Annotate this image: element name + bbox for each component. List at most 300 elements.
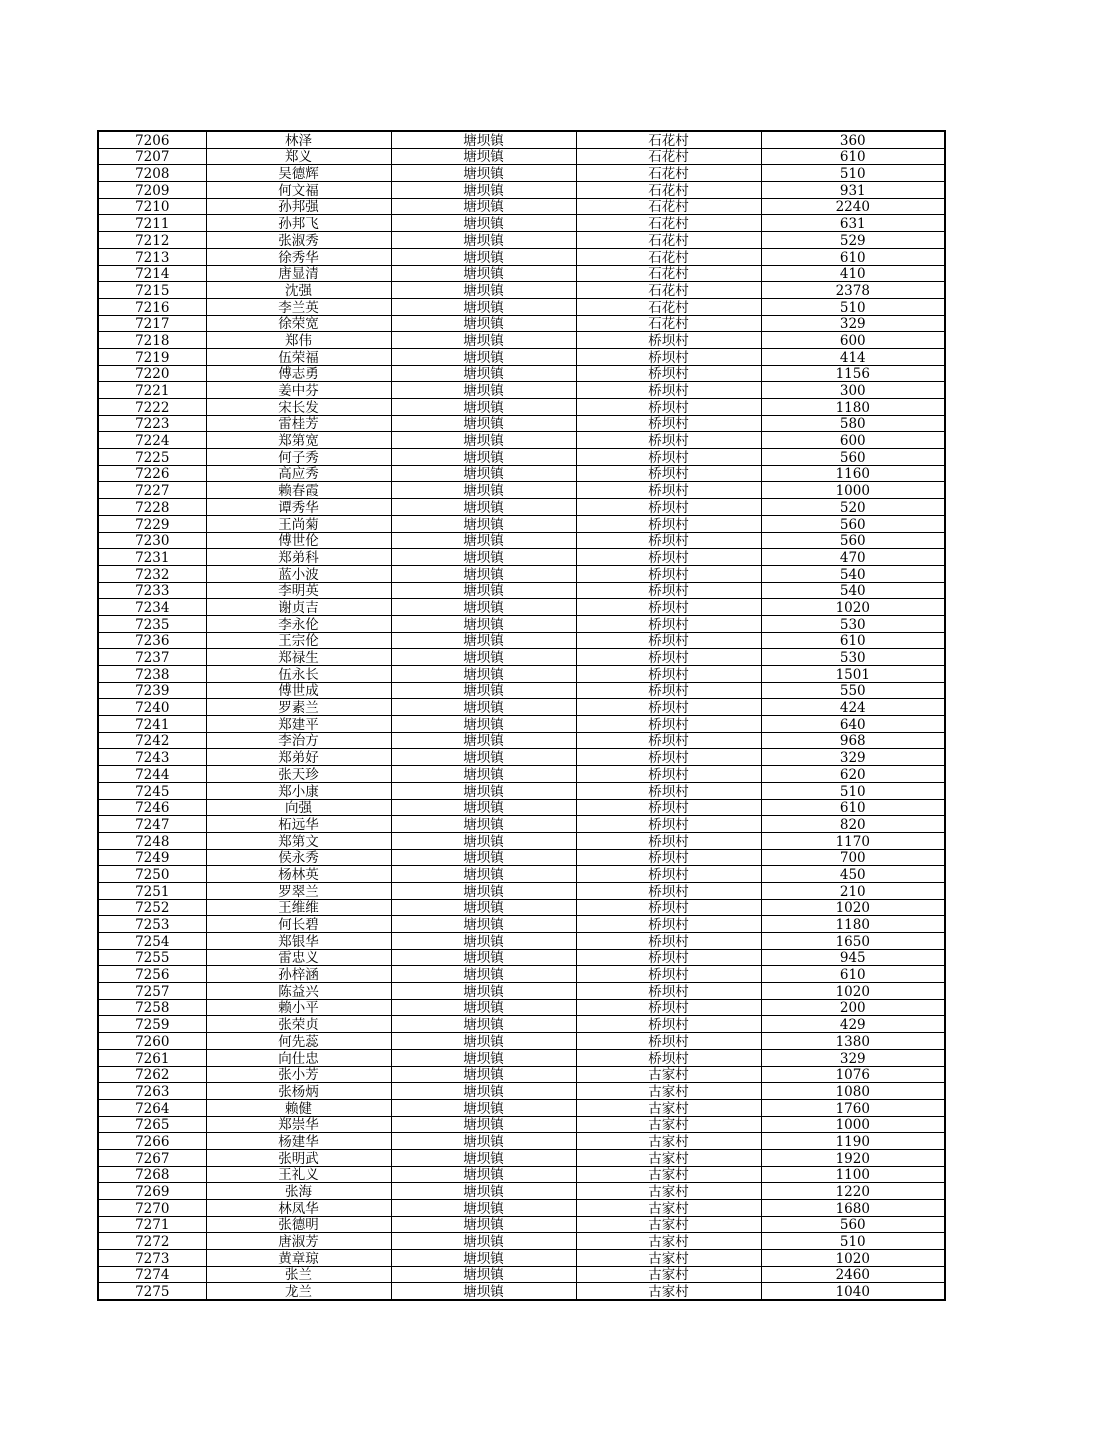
table-row: [98, 1250, 945, 1267]
village-cell: 古家村: [576, 1250, 761, 1267]
table-row: [98, 666, 945, 683]
table-row: [98, 632, 945, 649]
name-cell: 杨建华: [206, 1133, 391, 1150]
village-cell: 桥坝村: [576, 999, 761, 1016]
town-cell: 塘坝镇: [391, 1083, 576, 1100]
village-cell: 桥坝村: [576, 749, 761, 766]
town-cell: 塘坝镇: [391, 265, 576, 282]
village-cell: 桥坝村: [576, 832, 761, 849]
amount-cell: 329: [761, 315, 945, 332]
village-cell: 桥坝村: [576, 882, 761, 899]
row-number-cell: 7236: [98, 632, 206, 649]
row-number-cell: 7212: [98, 232, 206, 249]
amount-cell: 1020: [761, 1250, 945, 1267]
amount-cell: 510: [761, 298, 945, 315]
name-cell: 高应秀: [206, 465, 391, 482]
name-cell: 傅志勇: [206, 365, 391, 382]
row-number-cell: 7238: [98, 666, 206, 683]
village-cell: 桥坝村: [576, 515, 761, 532]
name-cell: 赖健: [206, 1099, 391, 1116]
table-row: [98, 916, 945, 933]
amount-cell: 560: [761, 1216, 945, 1233]
amount-cell: 1156: [761, 365, 945, 382]
row-number-cell: 7263: [98, 1083, 206, 1100]
row-number-cell: 7213: [98, 248, 206, 265]
town-cell: 塘坝镇: [391, 999, 576, 1016]
table-row: [98, 1133, 945, 1150]
row-number-cell: 7256: [98, 966, 206, 983]
amount-cell: 450: [761, 866, 945, 883]
village-cell: 石花村: [576, 298, 761, 315]
village-cell: 桥坝村: [576, 799, 761, 816]
roster-table: [97, 130, 946, 1301]
amount-cell: 1501: [761, 666, 945, 683]
village-cell: 桥坝村: [576, 565, 761, 582]
village-cell: 古家村: [576, 1283, 761, 1300]
village-cell: 桥坝村: [576, 933, 761, 950]
row-number-cell: 7207: [98, 148, 206, 165]
name-cell: 傅世伦: [206, 532, 391, 549]
amount-cell: 200: [761, 999, 945, 1016]
name-cell: 徐荣宽: [206, 315, 391, 332]
amount-cell: 631: [761, 215, 945, 232]
table-row: [98, 816, 945, 833]
row-number-cell: 7258: [98, 999, 206, 1016]
village-cell: 古家村: [576, 1183, 761, 1200]
table-row: [98, 449, 945, 466]
row-number-cell: 7241: [98, 716, 206, 733]
amount-cell: 1040: [761, 1283, 945, 1300]
name-cell: 谭秀华: [206, 499, 391, 516]
roster-sheet: [97, 130, 944, 1301]
amount-cell: 510: [761, 782, 945, 799]
row-number-cell: 7219: [98, 348, 206, 365]
town-cell: 塘坝镇: [391, 382, 576, 399]
amount-cell: 2378: [761, 282, 945, 299]
village-cell: 桥坝村: [576, 816, 761, 833]
table-row: [98, 766, 945, 783]
town-cell: 塘坝镇: [391, 615, 576, 632]
village-cell: 桥坝村: [576, 666, 761, 683]
name-cell: 雷桂芳: [206, 415, 391, 432]
village-cell: 桥坝村: [576, 949, 761, 966]
village-cell: 古家村: [576, 1233, 761, 1250]
amount-cell: 1000: [761, 482, 945, 499]
name-cell: 张兰: [206, 1266, 391, 1283]
amount-cell: 530: [761, 649, 945, 666]
row-number-cell: 7270: [98, 1200, 206, 1217]
town-cell: 塘坝镇: [391, 1149, 576, 1166]
town-cell: 塘坝镇: [391, 131, 576, 148]
table-row: [98, 165, 945, 182]
name-cell: 何长碧: [206, 916, 391, 933]
amount-cell: 529: [761, 232, 945, 249]
village-cell: 石花村: [576, 248, 761, 265]
amount-cell: 530: [761, 615, 945, 632]
village-cell: 桥坝村: [576, 699, 761, 716]
name-cell: 郑弟好: [206, 749, 391, 766]
amount-cell: 700: [761, 849, 945, 866]
amount-cell: 510: [761, 1233, 945, 1250]
town-cell: 塘坝镇: [391, 298, 576, 315]
village-cell: 桥坝村: [576, 1016, 761, 1033]
name-cell: 柘远华: [206, 816, 391, 833]
village-cell: 桥坝村: [576, 432, 761, 449]
village-cell: 桥坝村: [576, 899, 761, 916]
town-cell: 塘坝镇: [391, 248, 576, 265]
amount-cell: 300: [761, 382, 945, 399]
town-cell: 塘坝镇: [391, 933, 576, 950]
table-row: [98, 1166, 945, 1183]
table-row: [98, 282, 945, 299]
amount-cell: 414: [761, 348, 945, 365]
amount-cell: 1076: [761, 1066, 945, 1083]
row-number-cell: 7218: [98, 332, 206, 349]
table-row: [98, 332, 945, 349]
row-number-cell: 7214: [98, 265, 206, 282]
name-cell: 郑义: [206, 148, 391, 165]
name-cell: 王礼义: [206, 1166, 391, 1183]
name-cell: 郑第宽: [206, 432, 391, 449]
table-row: [98, 599, 945, 616]
row-number-cell: 7211: [98, 215, 206, 232]
town-cell: 塘坝镇: [391, 165, 576, 182]
row-number-cell: 7275: [98, 1283, 206, 1300]
name-cell: 王宗伦: [206, 632, 391, 649]
name-cell: 郑禄生: [206, 649, 391, 666]
name-cell: 何子秀: [206, 449, 391, 466]
table-row: [98, 1049, 945, 1066]
town-cell: 塘坝镇: [391, 1049, 576, 1066]
name-cell: 罗翠兰: [206, 882, 391, 899]
row-number-cell: 7264: [98, 1099, 206, 1116]
amount-cell: 560: [761, 532, 945, 549]
amount-cell: 610: [761, 632, 945, 649]
amount-cell: 968: [761, 732, 945, 749]
table-row: [98, 1016, 945, 1033]
amount-cell: 1920: [761, 1149, 945, 1166]
row-number-cell: 7228: [98, 499, 206, 516]
town-cell: 塘坝镇: [391, 482, 576, 499]
table-row: [98, 1266, 945, 1283]
row-number-cell: 7217: [98, 315, 206, 332]
village-cell: 桥坝村: [576, 782, 761, 799]
name-cell: 宋长发: [206, 399, 391, 416]
row-number-cell: 7222: [98, 399, 206, 416]
village-cell: 桥坝村: [576, 532, 761, 549]
row-number-cell: 7252: [98, 899, 206, 916]
table-row: [98, 482, 945, 499]
village-cell: 石花村: [576, 148, 761, 165]
village-cell: 桥坝村: [576, 983, 761, 1000]
table-row: [98, 232, 945, 249]
village-cell: 桥坝村: [576, 549, 761, 566]
row-number-cell: 7233: [98, 582, 206, 599]
amount-cell: 931: [761, 182, 945, 199]
name-cell: 郑建平: [206, 716, 391, 733]
table-row: [98, 1116, 945, 1133]
town-cell: 塘坝镇: [391, 565, 576, 582]
amount-cell: 580: [761, 415, 945, 432]
town-cell: 塘坝镇: [391, 182, 576, 199]
village-cell: 桥坝村: [576, 415, 761, 432]
row-number-cell: 7250: [98, 866, 206, 883]
town-cell: 塘坝镇: [391, 1099, 576, 1116]
amount-cell: 610: [761, 966, 945, 983]
row-number-cell: 7261: [98, 1049, 206, 1066]
row-number-cell: 7274: [98, 1266, 206, 1283]
table-row: [98, 549, 945, 566]
village-cell: 古家村: [576, 1099, 761, 1116]
amount-cell: 610: [761, 799, 945, 816]
name-cell: 侯永秀: [206, 849, 391, 866]
table-row: [98, 615, 945, 632]
table-row: [98, 432, 945, 449]
row-number-cell: 7206: [98, 131, 206, 148]
town-cell: 塘坝镇: [391, 632, 576, 649]
amount-cell: 1190: [761, 1133, 945, 1150]
village-cell: 桥坝村: [576, 582, 761, 599]
amount-cell: 520: [761, 499, 945, 516]
town-cell: 塘坝镇: [391, 148, 576, 165]
amount-cell: 429: [761, 1016, 945, 1033]
name-cell: 傅世成: [206, 682, 391, 699]
table-row: [98, 949, 945, 966]
row-number-cell: 7254: [98, 933, 206, 950]
row-number-cell: 7248: [98, 832, 206, 849]
name-cell: 孙梓涵: [206, 966, 391, 983]
village-cell: 桥坝村: [576, 615, 761, 632]
name-cell: 谢贞吉: [206, 599, 391, 616]
table-row: [98, 298, 945, 315]
amount-cell: 1170: [761, 832, 945, 849]
table-row: [98, 782, 945, 799]
table-row: [98, 565, 945, 582]
row-number-cell: 7225: [98, 449, 206, 466]
table-row: [98, 1033, 945, 1050]
amount-cell: 600: [761, 332, 945, 349]
village-cell: 桥坝村: [576, 716, 761, 733]
table-row: [98, 1066, 945, 1083]
table-row: [98, 933, 945, 950]
name-cell: 唐显清: [206, 265, 391, 282]
row-number-cell: 7266: [98, 1133, 206, 1150]
village-cell: 桥坝村: [576, 499, 761, 516]
name-cell: 张海: [206, 1183, 391, 1200]
amount-cell: 1180: [761, 916, 945, 933]
table-row: [98, 365, 945, 382]
table-row: [98, 399, 945, 416]
row-number-cell: 7245: [98, 782, 206, 799]
name-cell: 张小芳: [206, 1066, 391, 1083]
name-cell: 罗素兰: [206, 699, 391, 716]
row-number-cell: 7208: [98, 165, 206, 182]
amount-cell: 1760: [761, 1099, 945, 1116]
town-cell: 塘坝镇: [391, 432, 576, 449]
table-row: [98, 215, 945, 232]
table-row: [98, 1283, 945, 1300]
village-cell: 古家村: [576, 1216, 761, 1233]
name-cell: 郑小康: [206, 782, 391, 799]
table-row: [98, 382, 945, 399]
town-cell: 塘坝镇: [391, 832, 576, 849]
town-cell: 塘坝镇: [391, 515, 576, 532]
town-cell: 塘坝镇: [391, 1166, 576, 1183]
amount-cell: 1160: [761, 465, 945, 482]
table-row: [98, 1083, 945, 1100]
town-cell: 塘坝镇: [391, 399, 576, 416]
table-row: [98, 465, 945, 482]
town-cell: 塘坝镇: [391, 716, 576, 733]
table-row: [98, 582, 945, 599]
row-number-cell: 7273: [98, 1250, 206, 1267]
roster-table-body: [98, 131, 945, 1300]
town-cell: 塘坝镇: [391, 1116, 576, 1133]
town-cell: 塘坝镇: [391, 732, 576, 749]
table-row: [98, 799, 945, 816]
town-cell: 塘坝镇: [391, 315, 576, 332]
village-cell: 古家村: [576, 1066, 761, 1083]
name-cell: 林凤华: [206, 1200, 391, 1217]
row-number-cell: 7237: [98, 649, 206, 666]
village-cell: 桥坝村: [576, 849, 761, 866]
amount-cell: 1180: [761, 399, 945, 416]
row-number-cell: 7223: [98, 415, 206, 432]
table-row: [98, 1149, 945, 1166]
table-row: [98, 882, 945, 899]
town-cell: 塘坝镇: [391, 782, 576, 799]
amount-cell: 329: [761, 749, 945, 766]
name-cell: 唐淑芳: [206, 1233, 391, 1250]
village-cell: 桥坝村: [576, 916, 761, 933]
row-number-cell: 7244: [98, 766, 206, 783]
town-cell: 塘坝镇: [391, 1033, 576, 1050]
village-cell: 桥坝村: [576, 399, 761, 416]
name-cell: 何文福: [206, 182, 391, 199]
row-number-cell: 7242: [98, 732, 206, 749]
name-cell: 徐秀华: [206, 248, 391, 265]
village-cell: 石花村: [576, 265, 761, 282]
row-number-cell: 7239: [98, 682, 206, 699]
table-row: [98, 248, 945, 265]
amount-cell: 1100: [761, 1166, 945, 1183]
table-row: [98, 515, 945, 532]
name-cell: 郑崇华: [206, 1116, 391, 1133]
town-cell: 塘坝镇: [391, 1133, 576, 1150]
table-row: [98, 1233, 945, 1250]
name-cell: 伍荣福: [206, 348, 391, 365]
town-cell: 塘坝镇: [391, 232, 576, 249]
town-cell: 塘坝镇: [391, 1266, 576, 1283]
name-cell: 王尚菊: [206, 515, 391, 532]
town-cell: 塘坝镇: [391, 916, 576, 933]
village-cell: 古家村: [576, 1083, 761, 1100]
amount-cell: 640: [761, 716, 945, 733]
row-number-cell: 7229: [98, 515, 206, 532]
amount-cell: 1080: [761, 1083, 945, 1100]
table-row: [98, 832, 945, 849]
name-cell: 杨林英: [206, 866, 391, 883]
town-cell: 塘坝镇: [391, 582, 576, 599]
village-cell: 桥坝村: [576, 649, 761, 666]
town-cell: 塘坝镇: [391, 499, 576, 516]
village-cell: 桥坝村: [576, 348, 761, 365]
row-number-cell: 7215: [98, 282, 206, 299]
village-cell: 桥坝村: [576, 465, 761, 482]
amount-cell: 560: [761, 515, 945, 532]
name-cell: 姜中芬: [206, 382, 391, 399]
row-number-cell: 7247: [98, 816, 206, 833]
amount-cell: 329: [761, 1049, 945, 1066]
name-cell: 李兰英: [206, 298, 391, 315]
amount-cell: 1380: [761, 1033, 945, 1050]
amount-cell: 470: [761, 549, 945, 566]
row-number-cell: 7230: [98, 532, 206, 549]
town-cell: 塘坝镇: [391, 682, 576, 699]
village-cell: 石花村: [576, 315, 761, 332]
name-cell: 孙邦飞: [206, 215, 391, 232]
town-cell: 塘坝镇: [391, 549, 576, 566]
town-cell: 塘坝镇: [391, 332, 576, 349]
town-cell: 塘坝镇: [391, 816, 576, 833]
town-cell: 塘坝镇: [391, 1283, 576, 1300]
name-cell: 张荣贞: [206, 1016, 391, 1033]
name-cell: 林泽: [206, 131, 391, 148]
row-number-cell: 7253: [98, 916, 206, 933]
village-cell: 桥坝村: [576, 449, 761, 466]
name-cell: 黄章琼: [206, 1250, 391, 1267]
name-cell: 张天珍: [206, 766, 391, 783]
name-cell: 赖小平: [206, 999, 391, 1016]
table-row: [98, 265, 945, 282]
name-cell: 李明英: [206, 582, 391, 599]
village-cell: 石花村: [576, 282, 761, 299]
table-row: [98, 182, 945, 199]
amount-cell: 510: [761, 165, 945, 182]
amount-cell: 1020: [761, 983, 945, 1000]
name-cell: 张明武: [206, 1149, 391, 1166]
table-row: [98, 148, 945, 165]
amount-cell: 1020: [761, 599, 945, 616]
row-number-cell: 7262: [98, 1066, 206, 1083]
town-cell: 塘坝镇: [391, 198, 576, 215]
name-cell: 蓝小波: [206, 565, 391, 582]
village-cell: 桥坝村: [576, 332, 761, 349]
village-cell: 石花村: [576, 182, 761, 199]
amount-cell: 550: [761, 682, 945, 699]
amount-cell: 945: [761, 949, 945, 966]
village-cell: 石花村: [576, 165, 761, 182]
amount-cell: 540: [761, 582, 945, 599]
table-row: [98, 849, 945, 866]
row-number-cell: 7235: [98, 615, 206, 632]
row-number-cell: 7265: [98, 1116, 206, 1133]
row-number-cell: 7209: [98, 182, 206, 199]
town-cell: 塘坝镇: [391, 1233, 576, 1250]
row-number-cell: 7260: [98, 1033, 206, 1050]
village-cell: 桥坝村: [576, 382, 761, 399]
town-cell: 塘坝镇: [391, 365, 576, 382]
town-cell: 塘坝镇: [391, 1250, 576, 1267]
town-cell: 塘坝镇: [391, 983, 576, 1000]
village-cell: 古家村: [576, 1116, 761, 1133]
village-cell: 桥坝村: [576, 732, 761, 749]
row-number-cell: 7268: [98, 1166, 206, 1183]
table-row: [98, 699, 945, 716]
name-cell: 雷忠义: [206, 949, 391, 966]
row-number-cell: 7255: [98, 949, 206, 966]
town-cell: 塘坝镇: [391, 849, 576, 866]
